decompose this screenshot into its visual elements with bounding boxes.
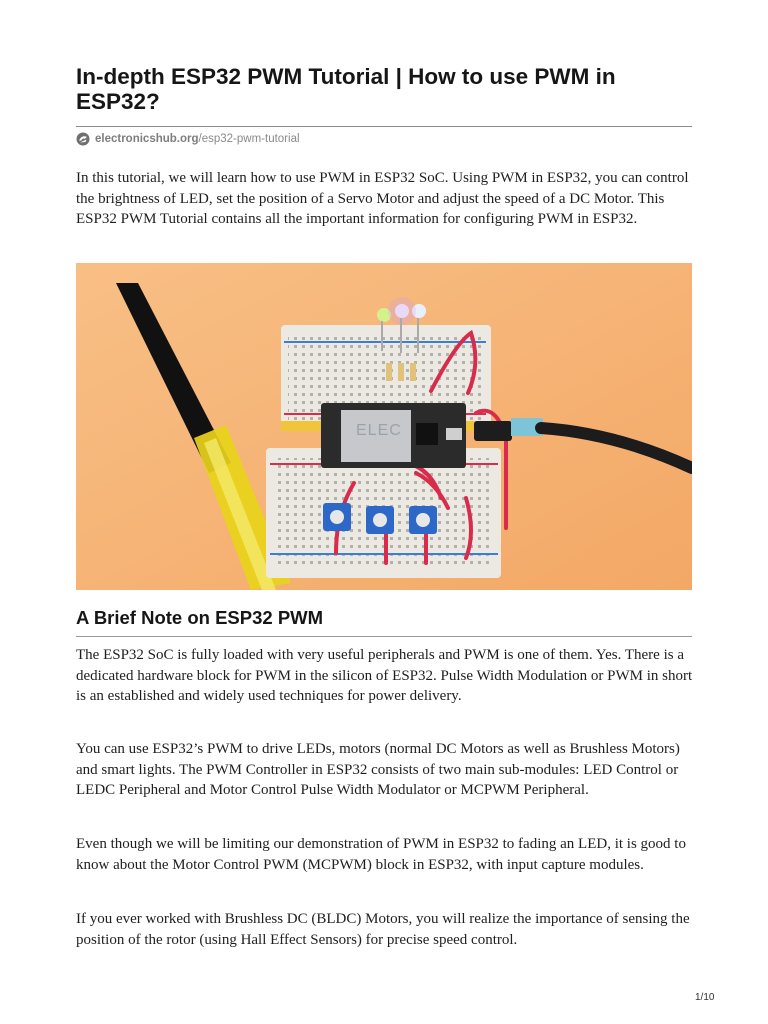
body-paragraph-2: You can use ESP32’s PWM to drive LEDs, motors (normal DC Motors as well as Brushless Motors) and smart lights. The PWM Controller in ESP32 consists of two main sub-modules: LED Control or LEDC Peripheral and Motor Control Pulse Width Modulator or MCPWM Peripheral. — [76, 741, 680, 798]
body-paragraph-4: If you ever worked with Brushless DC (BLDC) Motors, you will realize the importance of sensing the position of the rotor (using Hall Effect Sensors) for precise speed control. — [76, 911, 690, 948]
esp32-module-label: ELEC — [356, 422, 402, 439]
section-divider — [76, 636, 692, 637]
section-heading: A Brief Note on ESP32 PWM — [76, 607, 324, 628]
article-title: In-depth ESP32 PWM Tutorial | How to use PWM in ESP32? — [76, 64, 616, 114]
page-number: 1/10 — [695, 992, 715, 1003]
body-paragraph-3: Even though we will be limiting our demonstration of PWM in ESP32 to fading an LED, it is good to know about the Motor Control PWM (MCPWM) block in ESP32, with input capture modules. — [76, 836, 686, 873]
esp32-breadboard-photo — [76, 263, 692, 590]
site-favicon-icon — [76, 132, 90, 146]
potentiometers — [323, 503, 437, 534]
source-path[interactable]: /esp32-pwm-tutorial — [198, 133, 300, 145]
esp32-board — [321, 403, 466, 468]
source-link[interactable] — [76, 130, 300, 148]
title-divider — [76, 126, 692, 127]
source-domain[interactable]: electronicshub.org — [95, 133, 199, 145]
resistors — [386, 363, 416, 381]
intro-paragraph: In this tutorial, we will learn how to use PWM in ESP32 SoC. Using PWM in ESP32, you can control the brightness of LED, set the position of a Servo Motor and adjust the speed of a DC Motor. This ESP32 PWM Tutorial contains all the important information for configuring PWM in ESP32. — [76, 170, 689, 227]
body-paragraph-1: The ESP32 SoC is fully loaded with very useful peripherals and PWM is one of them. Yes. There is a dedicated hardware block for PWM in the silicon of ESP32. Pulse Width Modulation or PWM in short is an established and widely used techniques for power delivery. — [76, 647, 693, 704]
